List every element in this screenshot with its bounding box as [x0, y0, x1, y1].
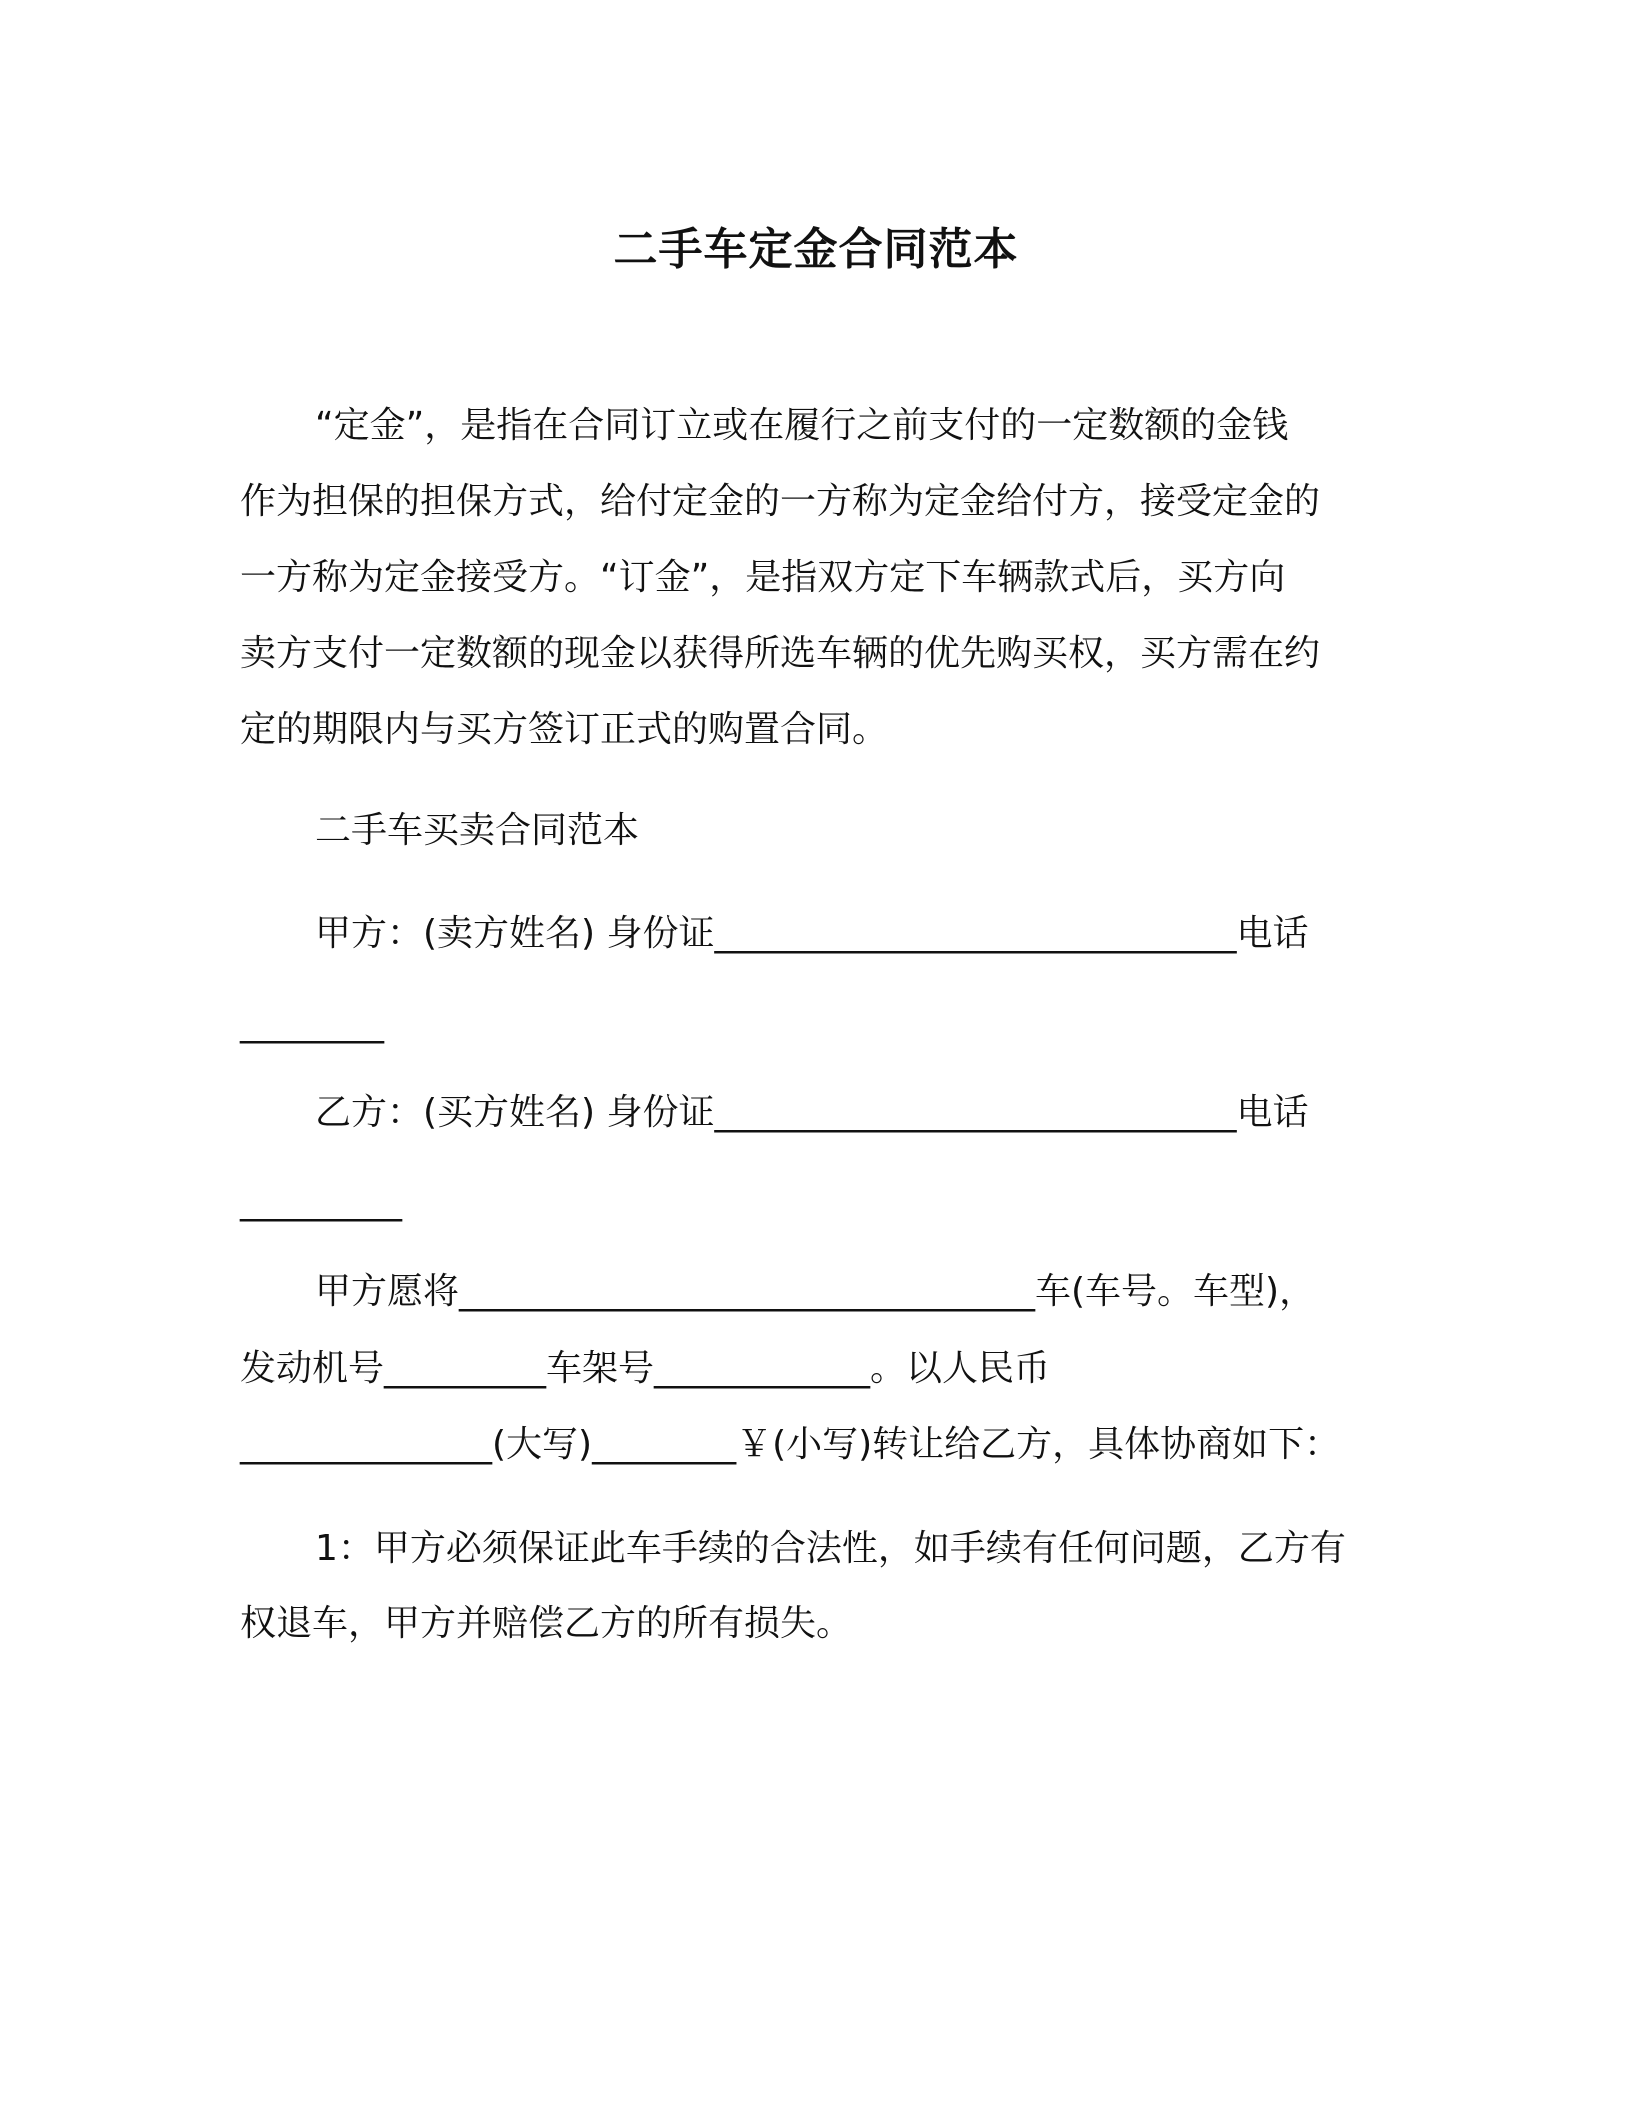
contract-subtitle: 二手车买卖合同范本 — [315, 810, 640, 851]
intro-line: 作为担保的担保方式，给付定金的一方称为定金给付方，接受定金的 — [240, 481, 1321, 522]
document-title: 二手车定金合同范本 — [613, 224, 1019, 275]
clause-1-line: 1：甲方必须保证此车手续的合法性，如手续有任何问题，乙方有 — [315, 1528, 1346, 1569]
intro-line: 定的期限内与买方签订正式的购置合同。 — [240, 709, 889, 750]
intro-line: 卖方支付一定数额的现金以获得所选车辆的优先购买权，买方需在约 — [240, 633, 1321, 674]
party-a-line: 甲方：(卖方姓名) 身份证_____________________________电话 — [315, 913, 1309, 954]
transfer-line: ______________(大写)________￥(小写)转让给乙方，具体协商如下： — [240, 1424, 1341, 1465]
transfer-line: 发动机号_________车架号____________。以人民币 — [240, 1348, 1051, 1389]
party-a-phone-blank: ________ — [240, 1003, 384, 1044]
intro-line: “定金”，是指在合同订立或在履行之前支付的一定数额的金钱 — [315, 405, 1289, 446]
clause-1-line: 权退车，甲方并赔偿乙方的所有损失。 — [240, 1603, 853, 1644]
party-b-line: 乙方：(买方姓名) 身份证_____________________________电话 — [315, 1092, 1309, 1133]
transfer-line: 甲方愿将________________________________车(车号。车型)， — [315, 1271, 1316, 1312]
party-b-phone-blank: _________ — [240, 1181, 402, 1222]
intro-line: 一方称为定金接受方。“订金”，是指双方定下车辆款式后，买方向 — [240, 557, 1286, 598]
